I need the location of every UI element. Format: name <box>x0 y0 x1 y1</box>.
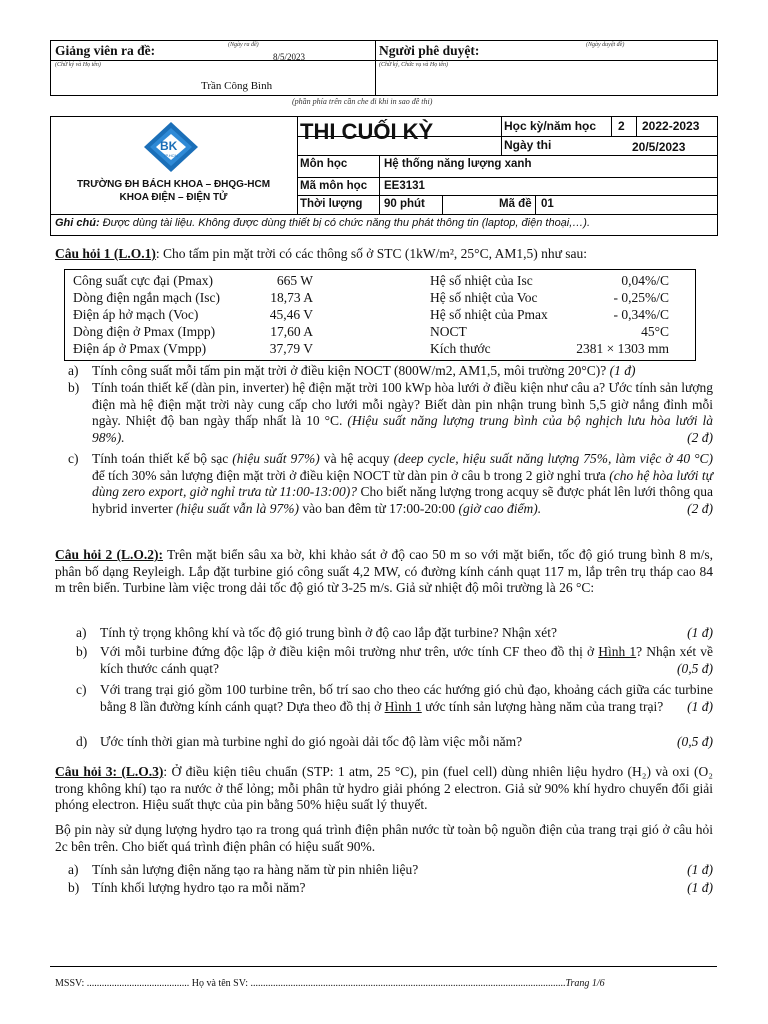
q1-c-text-1: Tính toán thiết kế bộ sạc <box>92 451 229 466</box>
faculty-name: KHOA ĐIỆN – ĐIỆN TỬ <box>119 192 228 203</box>
info-col-4 <box>636 116 637 136</box>
q2-b-figure-ref: Hình 1 <box>598 644 637 659</box>
spec-label-2: Hệ số nhiệt của Pmax <box>430 307 548 322</box>
q1-a-marker: a) <box>68 363 79 378</box>
spec-rows <box>73 273 673 359</box>
q2-b <box>76 644 713 677</box>
info-col-2 <box>501 116 502 155</box>
info-row-2 <box>297 155 717 156</box>
spec-label: Điện áp hở mạch (Voc) <box>73 307 199 322</box>
q1-b-marker: b) <box>68 380 80 395</box>
info-row-3 <box>297 177 717 178</box>
spec-value-2: - 0,25%/C <box>613 290 669 305</box>
academic-year: 2022-2023 <box>642 119 700 133</box>
q1-c <box>68 451 713 517</box>
q3-a-marker: a) <box>68 862 79 877</box>
subject-value: Hệ thống năng lượng xanh <box>384 158 532 170</box>
q2-d-marker: d) <box>76 734 88 749</box>
q2-a-text: Tính tỷ trọng không khí và tốc độ gió trung bình ở độ cao lắp đặt turbine? Nhận xét? <box>100 625 558 640</box>
date-hint: (Ngày ra đề) <box>228 42 259 48</box>
q2-intro <box>55 547 713 597</box>
info-row-4 <box>297 195 717 196</box>
footer <box>55 978 713 989</box>
variant-label: Mã đề <box>499 198 532 210</box>
spec-value: 45,46 V <box>269 307 313 322</box>
page-number: Trang 1/6 <box>565 978 605 989</box>
spec-label-2: Kích thước <box>430 341 491 356</box>
cut-note: (phần phía trên cần che đi khi in sao đề thi) <box>292 97 433 106</box>
spec-value: 18,73 A <box>270 290 313 305</box>
q2-heading: Câu hỏi 2 (L.O.2): <box>55 547 163 562</box>
q1-b-note: (Hiệu suất năng lượng trung bình của bộ nghịch lưu hòa lưới là 98%). <box>92 413 714 445</box>
q2-a <box>76 625 713 642</box>
q2-d-points: (0,5 đ) <box>677 734 713 749</box>
q3-b-marker: b) <box>68 880 80 895</box>
q1-c-text-5i: (giờ cao điểm). <box>458 500 542 516</box>
q1-c-text-4: Cho biết năng lượng trong acquy sẽ được phát lên lưới thông qua hybrid inverter <box>92 484 714 516</box>
spec-label: Công suất cực đại (Pmax) <box>73 273 214 288</box>
q2-d-text: Ước tính thời gian mà turbine nghỉ do gió ngoài dải tốc độ làm việc mỗi năm? <box>100 734 523 749</box>
code-label: Mã môn học <box>300 180 368 192</box>
q3-a-text: Tính sản lượng điện năng tạo ra hàng năm từ pin nhiên liệu? <box>92 862 419 877</box>
q2-c-text-1: Với trang trại gió gồm 100 turbine trên, bố trí sao cho theo các hướng gió chủ đạo, khoảng cách giữa các turbine bằng 8 lần đường kính cánh quạt? Dựa theo đồ thị ở <box>100 682 713 714</box>
q1-c-text-2: và hệ acquy <box>323 451 390 466</box>
q1-b-text: Tính toán thiết kế (dàn pin, inverter) hệ điện mặt trời 100 kWp hòa lưới ở điều kiện như câu a? Ước tính sản lượng điện mà hệ điện mặt trời này cung cấp cho lưới mỗi ngày? Biết dàn pin nhận trung bình 5,5 giờ nắng đỉnh mỗi ngày. Nhiệt độ ban ngày thấp nhất là 10 °C. <box>92 380 713 428</box>
q2-c-points: (1 đ) <box>687 698 713 714</box>
q2-b-marker: b) <box>76 644 88 659</box>
approve-date-hint: (Ngày duyệt đề) <box>586 42 625 48</box>
q1-c-text-5: vào ban đêm từ 17:00-20:00 <box>302 500 456 516</box>
lecturer-label: Giảng viên ra đề: <box>55 43 156 58</box>
note-label: Ghi chú: <box>55 217 100 229</box>
q1-c-text-1i: (hiệu suất 97%) <box>232 451 320 466</box>
code-value: EE3131 <box>384 180 425 192</box>
lecturer-name: Trần Công Bình <box>201 80 273 92</box>
exam-title: THI CUỐI KỲ <box>300 119 434 144</box>
q2-b-points: (0,5 đ) <box>677 660 713 676</box>
student-id-field: MSSV: ......................................... <box>55 978 190 989</box>
q2-b-text-1: Với mỗi turbine đứng độc lập ở điều kiện môi trường như trên, ước tính CF theo đồ thị ở <box>100 644 595 659</box>
q3-intro <box>55 764 713 814</box>
spec-label-2: NOCT <box>430 324 467 339</box>
spec-label: Dòng điện ở Pmax (Impp) <box>73 324 216 339</box>
spec-value-2: 0,04%/C <box>621 273 669 288</box>
logo-letters: BK <box>160 139 178 153</box>
footer-rule <box>50 966 717 967</box>
duration-value: 90 phút <box>384 198 425 210</box>
q2-c-text-2: ước tính sản lượng hàng năm của trang trại? <box>425 698 664 714</box>
exam-note <box>55 217 590 229</box>
q2-intro-text: Trên mặt biển sâu xa bờ, khi khảo sát ở độ cao 50 m so với mặt biển, tốc độ gió trung bình 8 m/s, phân bố dạng Reyleigh. Lắp đặt turbine gió công suất 4,2 MW, có đường kính cánh quạt 117 m, lắp trên trụ tháp cao 84 m trên biển. Turbine làm việc trong dải tốc độ gió từ 3-25 m/s. Giả sử nhiệt độ môi trường là 26 °C: <box>55 547 713 595</box>
duration-label: Thời lượng <box>300 198 363 210</box>
spec-label: Điện áp ở Pmax (Vmpp) <box>73 341 207 356</box>
q2-c-marker: c) <box>76 682 87 697</box>
header-divider <box>375 40 376 95</box>
q3-b-points: (1 đ) <box>687 880 713 895</box>
exam-date-label: Ngày thi <box>504 138 552 152</box>
spec-value-2: 2381 × 1303 mm <box>576 341 669 356</box>
q1-intro-text: : Cho tấm pin mặt trời có các thông số ở STC (1kW/m², 25°C, AM1,5) như sau: <box>155 246 588 261</box>
info-divider-1 <box>297 116 298 214</box>
q3-b <box>68 880 713 897</box>
semester-label: Học kỳ/năm học <box>504 119 597 133</box>
sign-hint: (Chữ ký và Họ tên) <box>55 62 101 68</box>
info-divider-bottom <box>50 214 717 215</box>
q2-c-figure-ref: Hình 1 <box>384 698 422 714</box>
q1-c-text-4i: (hiệu suất vẫn là 97%) <box>175 500 299 516</box>
info-col-1 <box>379 155 380 214</box>
q1-b-points: (2 đ) <box>687 429 713 445</box>
approver-label: Người phê duyệt: <box>379 43 480 58</box>
spec-label: Dòng điện ngắn mạch (Isc) <box>73 290 220 305</box>
header-divider-h <box>50 60 717 61</box>
q3-heading: Câu hỏi 3: (L.O.3) <box>55 764 164 779</box>
spec-value-2: 45°C <box>641 324 669 339</box>
q1-intro <box>55 246 713 263</box>
q2-a-marker: a) <box>76 625 87 640</box>
q1-heading: Câu hỏi 1 (L.O.1) <box>55 246 156 261</box>
spec-label-2: Hệ số nhiệt của Isc <box>430 273 533 288</box>
exam-set-date: 8/5/2023 <box>273 52 306 62</box>
q3-a <box>68 862 713 879</box>
spec-value: 665 W <box>276 273 313 288</box>
q1-c-text-2i: (deep cycle, hiệu suất năng lượng 75%, làm việc ở 40 °C) <box>393 451 714 466</box>
semester-value: 2 <box>618 119 625 133</box>
school-name: TRƯỜNG ĐH BÁCH KHOA – ĐHQG-HCM <box>76 179 271 190</box>
subject-label: Môn học <box>300 158 348 170</box>
q3-intro-text: : Ở điều kiện tiêu chuẩn (STP: 1 atm, 25 °C), pin (fuel cell) dùng nhiên liệu hydro (H₂) và oxi (O₂ trong không khí) tạo ra nước ở thể lỏng; mỗi phân tử hydro giải phóng 2 electron. Giả sử 90% khí hydro chuyển đổi giải phóng electron. Hiệu suất thực của pin bằng 50% hiệu suất lý thuyết. <box>55 764 713 812</box>
q2-d <box>76 734 713 751</box>
info-col-3 <box>611 116 612 136</box>
q1-c-points: (2 đ) <box>687 500 713 516</box>
note-text: Được dùng tài liệu. Không được dùng thiết bị có chức năng thu phát thông tin (laptop, điện thoại,…). <box>102 217 591 229</box>
q2-a-points: (1 đ) <box>687 625 713 640</box>
info-col-5 <box>442 195 443 214</box>
spec-value-2: - 0,34%/C <box>613 307 669 322</box>
q1-b <box>68 380 713 446</box>
spec-label-2: Hệ số nhiệt của Voc <box>430 290 538 305</box>
q1-c-marker: c) <box>68 451 79 466</box>
spec-value: 17,60 A <box>270 324 313 339</box>
q1-a-text: Tính công suất mỗi tấm pin mặt trời ở điều kiện NOCT (800W/m2, AM1,5, môi trường 20°C)? <box>92 363 607 378</box>
school-logo <box>144 122 198 172</box>
student-name-field: Họ và tên SV: .............................................................................................................................. <box>191 978 566 989</box>
q3-b-text: Tính khối lượng hydro tạo ra mỗi năm? <box>92 880 306 895</box>
q1-a <box>68 363 713 380</box>
q2-c <box>76 682 713 715</box>
approve-sign-hint: (Chữ ký, Chức vụ và Họ tên) <box>379 62 449 68</box>
q1-c-text-3: để tích 30% sản lượng điện mặt trời ở điều kiện NOCT từ dàn pin ở câu b trong 2 giờ nghỉ trưa <box>92 467 606 483</box>
q3-paragraph: Bộ pin này sử dụng lượng hydro tạo ra trong quá trình điện phân nước từ toàn bộ nguồn điện của trang trại gió ở câu hỏi 2c bên trên. Cho biết quá trình điện phân có hiệu suất 90%. <box>55 822 713 854</box>
exam-date: 20/5/2023 <box>632 140 686 154</box>
info-col-6 <box>535 195 536 214</box>
q2-b-text-2: ? Nhận xét về kích thước cánh quạt? <box>100 644 714 676</box>
spec-value: 37,79 V <box>269 341 313 356</box>
variant-value: 01 <box>541 198 554 210</box>
q1-a-points: (1 đ) <box>609 363 636 378</box>
logo-sub: TP.HCM <box>163 153 178 158</box>
q1-c-text-3i: (cho hệ hòa lưới tự dùng zero export, giờ nghỉ trưa từ 11:00-13:00)? <box>92 467 714 499</box>
q3-a-points: (1 đ) <box>687 862 713 877</box>
